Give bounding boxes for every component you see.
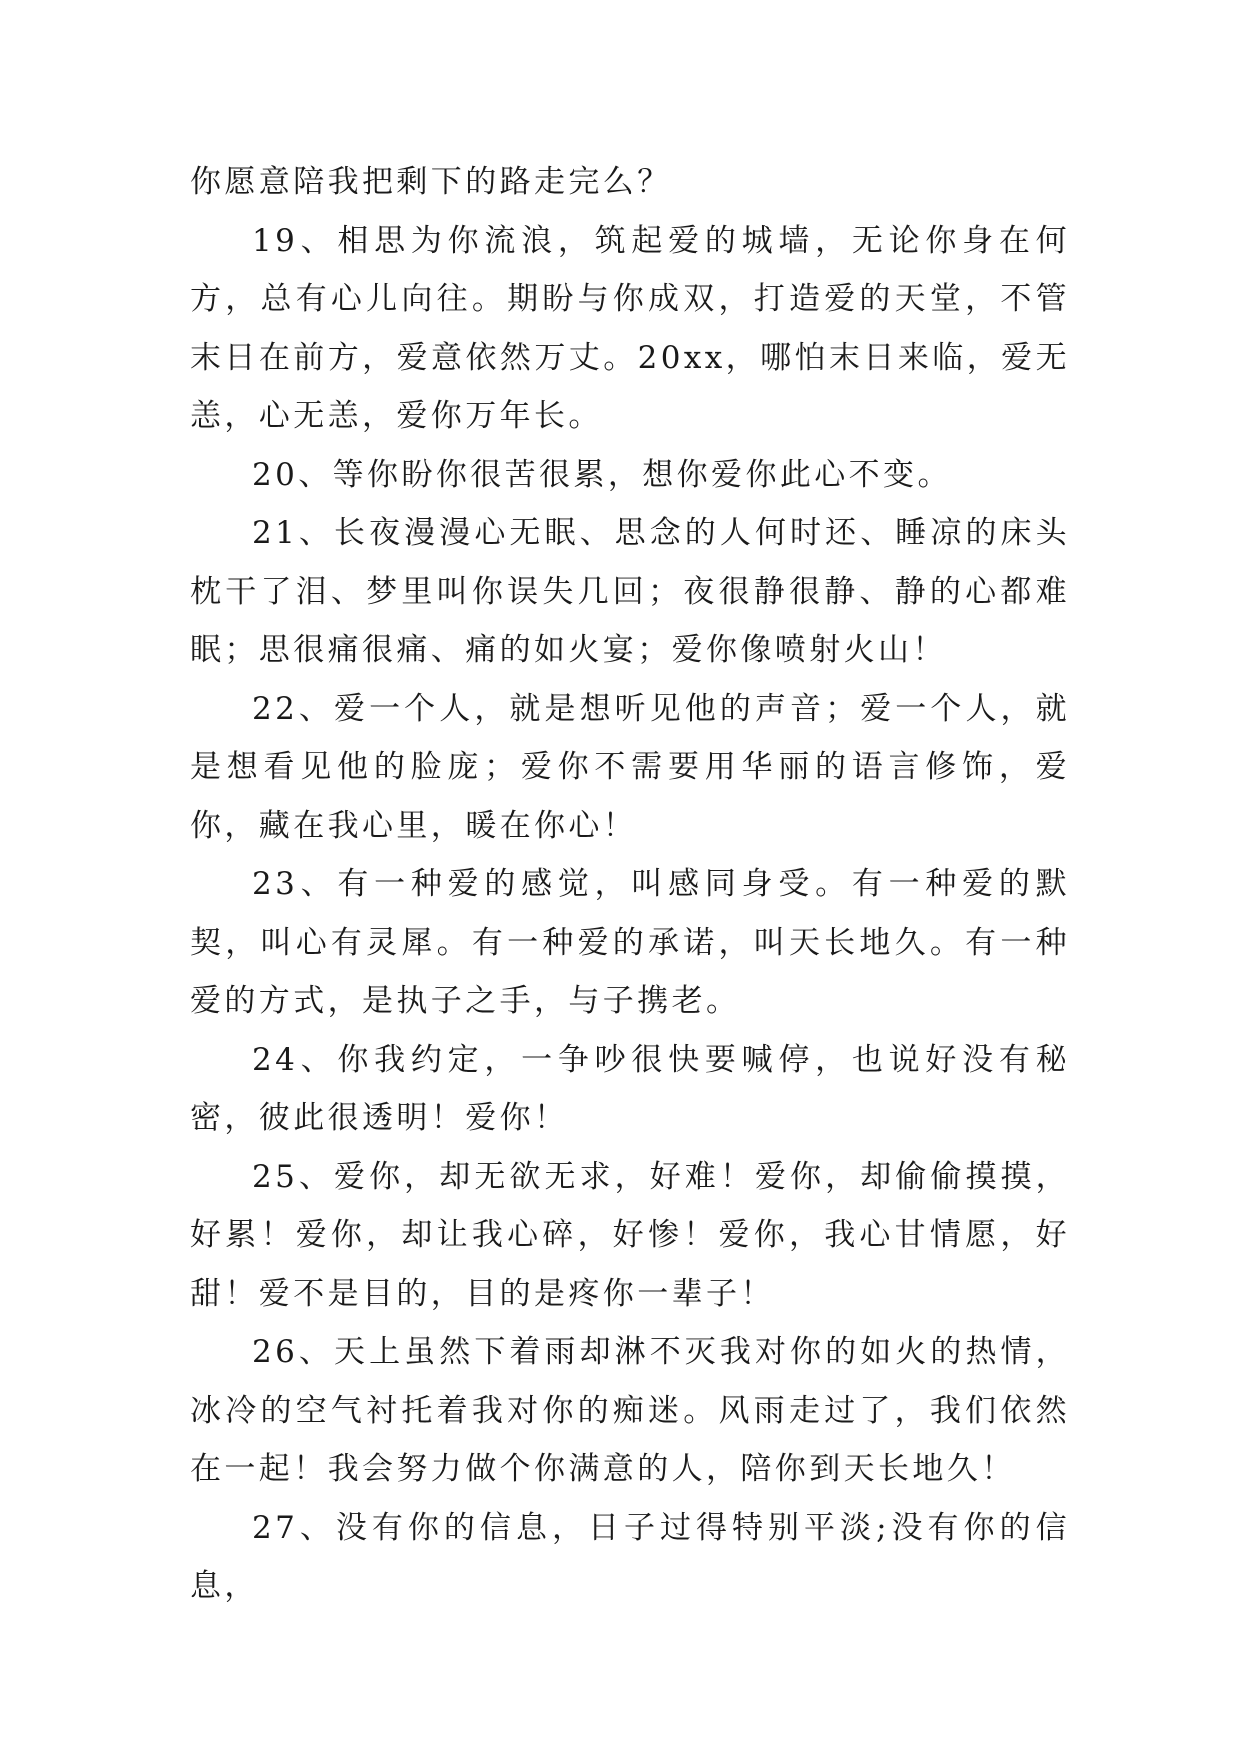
- paragraph-25: 25、爱你，却无欲无求，好难！爱你，却偷偷摸摸，好累！爱你，却让我心碎，好惨！爱你，我心甘情愿，好甜！爱不是目的，目的是疼你一辈子！: [190, 1158, 1070, 1312]
- paragraph-continuation: 你愿意陪我把剩下的路走完么？: [190, 164, 672, 200]
- paragraph-19: 19、相思为你流浪，筑起爱的城墙，无论你身在何方，总有心儿向往。期盼与你成双，打造爱的天堂，不管末日在前方，爱意依然万丈。20xx，哪怕末日来临，爱无恙，心无恙，爱你万年长。: [190, 222, 1070, 434]
- paragraph-26: 26、天上虽然下着雨却淋不灭我对你的如火的热情，冰冷的空气衬托着我对你的痴迷。风雨走过了，我们依然在一起！我会努力做个你满意的人，陪你到天长地久！: [190, 1334, 1070, 1487]
- paragraph-22: 22、爱一个人，就是想听见他的声音；爱一个人，就是想看见他的脸庞；爱你不需要用华丽的语言修饰，爱你，藏在我心里，暖在你心！: [190, 690, 1070, 844]
- paragraph-24: 24、你我约定，一争吵很快要喊停，也说好没有秘密，彼此很透明！爱你！: [190, 1041, 1070, 1136]
- paragraph-27: 27、没有你的信息，日子过得特别平淡;没有你的信息，: [190, 1509, 1070, 1604]
- paragraph-21: 21、长夜漫漫心无眠、思念的人何时还、睡凉的床头枕干了泪、梦里叫你误失几回；夜很静很静、静的心都难眠；思很痛很痛、痛的如火宴；爱你像喷射火山！: [190, 515, 1070, 668]
- paragraph-23: 23、有一种爱的感觉，叫感同身受。有一种爱的默契，叫心有灵犀。有一种爱的承诺，叫天长地久。有一种爱的方式，是执子之手，与子携老。: [190, 866, 1070, 1019]
- document-body: [190, 153, 1070, 1616]
- paragraph-20: 20、等你盼你很苦很累，想你爱你此心不变。: [252, 456, 952, 493]
